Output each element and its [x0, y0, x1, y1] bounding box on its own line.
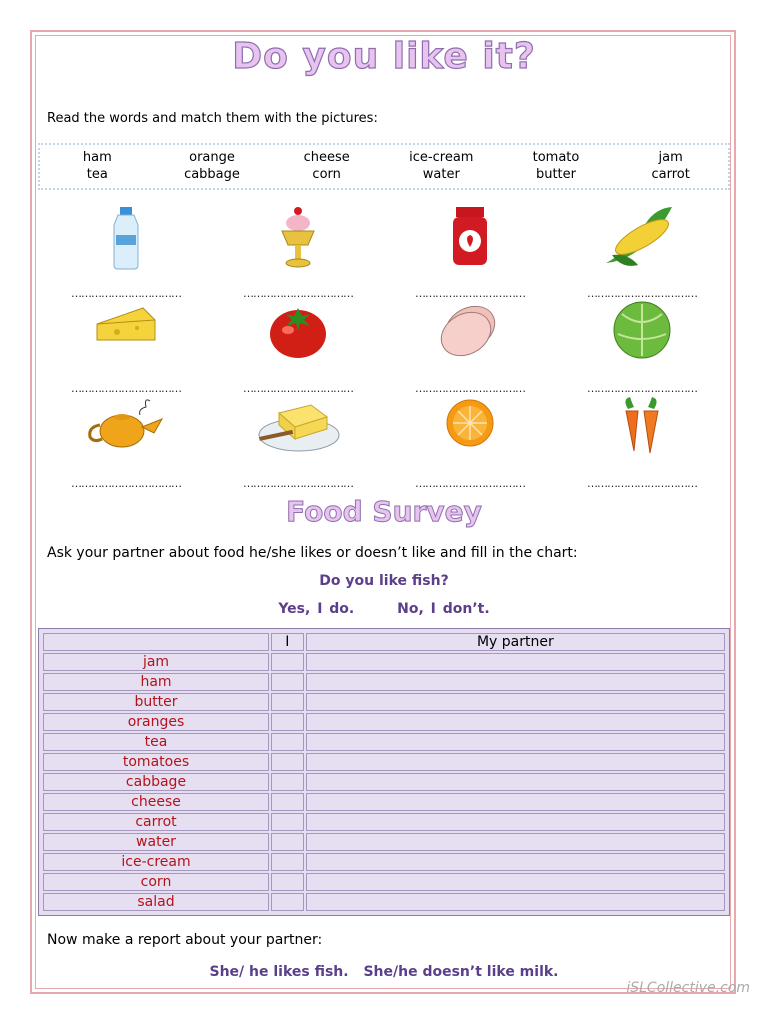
- picture-cell: [384, 395, 556, 490]
- answer-line: ……………………………: [587, 477, 697, 490]
- worksheet-title: Do you like it?: [232, 36, 536, 77]
- food-cell: tea: [43, 733, 269, 751]
- food-cell: carrot: [43, 813, 269, 831]
- table-row: [43, 753, 725, 771]
- answer-cell-partner[interactable]: [306, 873, 725, 891]
- answer-cell-partner[interactable]: [306, 693, 725, 711]
- carrot-icon: [614, 395, 670, 455]
- picture-cell: [40, 395, 212, 490]
- word-corn: corn: [312, 167, 341, 182]
- answer-cell-partner[interactable]: [306, 853, 725, 871]
- food-cell: oranges: [43, 713, 269, 731]
- answer-cell-i[interactable]: [271, 893, 304, 911]
- table-row: [43, 653, 725, 671]
- food-cell: jam: [43, 653, 269, 671]
- answer-cell-partner[interactable]: [306, 733, 725, 751]
- survey-instruction: Ask your partner about food he/she likes or doesn’t like and fill in the chart:: [47, 545, 578, 561]
- word-tomato: tomato: [532, 150, 580, 165]
- word-tea: tea: [86, 167, 108, 182]
- table-row: [43, 713, 725, 731]
- picture-cell: [556, 395, 728, 490]
- table-row: [43, 773, 725, 791]
- food-cell: salad: [43, 893, 269, 911]
- word-ice-cream: ice-cream: [409, 150, 474, 165]
- word-carrot: carrot: [651, 167, 690, 182]
- table-row: [43, 813, 725, 831]
- word-cabbage: cabbage: [184, 167, 240, 182]
- match-instruction: Read the words and match them with the pictures:: [47, 111, 378, 126]
- table-header-row: [43, 633, 725, 651]
- ham-icon: [438, 300, 502, 360]
- table-row: [43, 793, 725, 811]
- answer-yes: Yes, I do.: [278, 601, 355, 617]
- header-my-partner: My partner: [306, 633, 725, 651]
- word-orange: orange: [189, 150, 235, 165]
- food-cell: cheese: [43, 793, 269, 811]
- picture-cell: [212, 300, 384, 395]
- watermark: iSLCollective.com: [626, 980, 750, 996]
- header-food: [43, 633, 269, 651]
- answer-line: ……………………………: [415, 382, 525, 395]
- teapot-icon: [86, 395, 166, 455]
- survey-title: Food Survey: [286, 495, 482, 528]
- answer-cell-i[interactable]: [271, 713, 304, 731]
- picture-cell: [556, 300, 728, 395]
- answer-line: ……………………………: [71, 477, 181, 490]
- word-butter: butter: [535, 167, 576, 182]
- table-row: [43, 873, 725, 891]
- answer-line: ……………………………: [587, 287, 697, 300]
- answer-cell-partner[interactable]: [306, 793, 725, 811]
- header-i: I: [271, 633, 304, 651]
- word-bank: [40, 150, 728, 182]
- answer-cell-partner[interactable]: [306, 673, 725, 691]
- report-instruction: Now make a report about your partner:: [47, 932, 323, 948]
- answer-cell-i[interactable]: [271, 833, 304, 851]
- answer-cell-i[interactable]: [271, 813, 304, 831]
- tomato-icon: [268, 300, 328, 360]
- answer-cell-i[interactable]: [271, 873, 304, 891]
- answer-cell-i[interactable]: [271, 773, 304, 791]
- table-row: [43, 673, 725, 691]
- answer-no: No, I don’t.: [397, 601, 490, 617]
- answer-line: ……………………………: [71, 287, 181, 300]
- answer-cell-partner[interactable]: [306, 773, 725, 791]
- answer-line: ……………………………: [415, 287, 525, 300]
- example-question: Do you like fish?: [319, 573, 449, 589]
- table-row: [43, 833, 725, 851]
- picture-cell: [384, 300, 556, 395]
- answer-cell-i[interactable]: [271, 733, 304, 751]
- orange-icon: [444, 395, 496, 447]
- answer-cell-partner[interactable]: [306, 893, 725, 911]
- answer-cell-partner[interactable]: [306, 713, 725, 731]
- food-cell: tomatoes: [43, 753, 269, 771]
- word-ham: ham: [82, 150, 112, 165]
- report-examples: [0, 964, 768, 980]
- answer-cell-i[interactable]: [271, 693, 304, 711]
- answer-line: ……………………………: [243, 382, 353, 395]
- food-cell: corn: [43, 873, 269, 891]
- food-cell: butter: [43, 693, 269, 711]
- cheese-icon: [93, 300, 159, 350]
- water-bottle-icon: [106, 205, 146, 270]
- food-cell: water: [43, 833, 269, 851]
- survey-table: [41, 631, 727, 913]
- answer-line: ……………………………: [587, 382, 697, 395]
- picture-cell: [40, 300, 212, 395]
- picture-cell: [556, 205, 728, 300]
- answer-cell-partner[interactable]: [306, 653, 725, 671]
- answer-line: ……………………………: [71, 382, 181, 395]
- word-cheese: cheese: [303, 150, 350, 165]
- answer-cell-partner[interactable]: [306, 833, 725, 851]
- table-row: [43, 693, 725, 711]
- example-likes: She/ he likes fish.: [209, 964, 349, 980]
- example-dislikes: She/he doesn’t like milk.: [363, 964, 559, 980]
- picture-cell: [384, 205, 556, 300]
- word-jam: jam: [658, 150, 683, 165]
- food-cell: ice-cream: [43, 853, 269, 871]
- answer-cell-i[interactable]: [271, 753, 304, 771]
- table-row: [43, 733, 725, 751]
- answer-cell-partner[interactable]: [306, 753, 725, 771]
- table-row: [43, 893, 725, 911]
- picture-cell: [212, 395, 384, 490]
- answer-line: ……………………………: [243, 287, 353, 300]
- answer-cell-i[interactable]: [271, 793, 304, 811]
- example-answers: [0, 601, 768, 617]
- answer-cell-partner[interactable]: [306, 813, 725, 831]
- answer-cell-i[interactable]: [271, 673, 304, 691]
- food-cell: cabbage: [43, 773, 269, 791]
- picture-cell: [212, 205, 384, 300]
- corn-icon: [602, 205, 682, 270]
- answer-cell-i[interactable]: [271, 653, 304, 671]
- table-row: [43, 853, 725, 871]
- cabbage-icon: [610, 300, 674, 360]
- picture-cell: [40, 205, 212, 300]
- food-cell: ham: [43, 673, 269, 691]
- answer-line: ……………………………: [415, 477, 525, 490]
- answer-cell-i[interactable]: [271, 853, 304, 871]
- survey-table-box: [38, 628, 730, 916]
- jam-jar-icon: [448, 205, 492, 270]
- butter-icon: [255, 395, 341, 455]
- answer-line: ……………………………: [243, 477, 353, 490]
- word-water: water: [422, 167, 460, 182]
- ice-cream-icon: [276, 205, 320, 270]
